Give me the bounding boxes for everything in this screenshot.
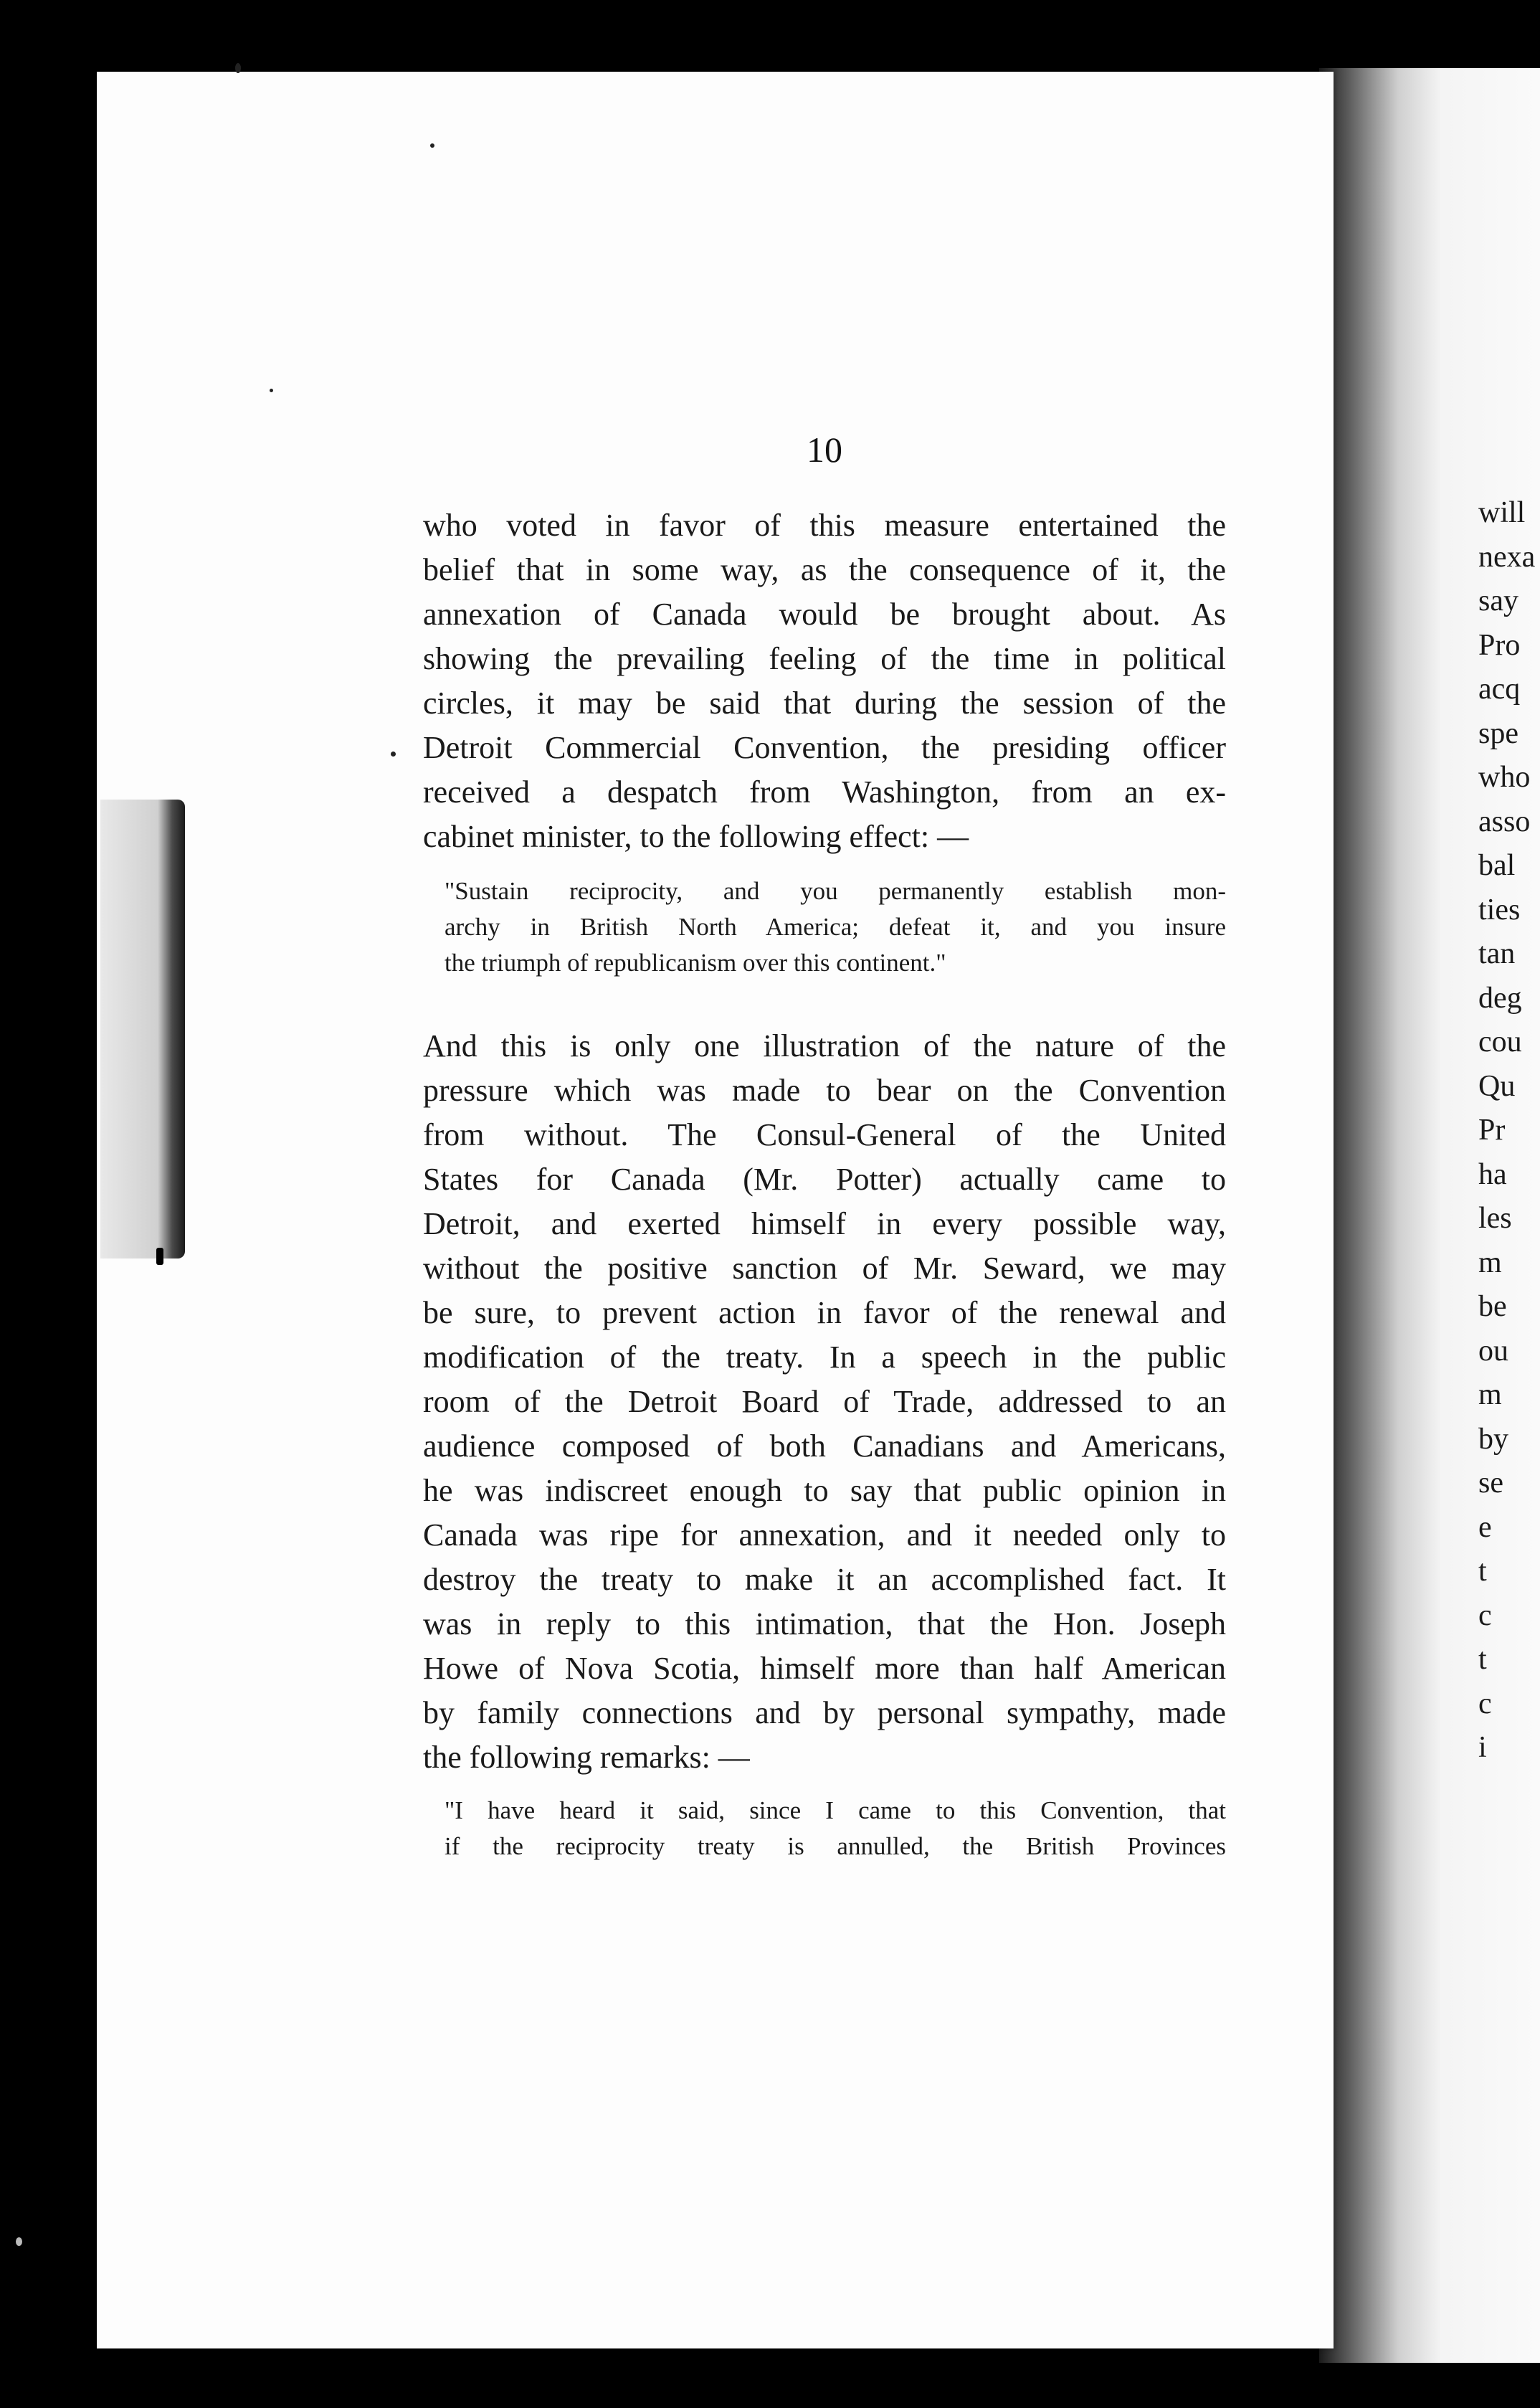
facing-page-fragment: les [1478,1202,1512,1235]
text-line: belief that in some way, as the consequence of it, the [423,552,1226,587]
text-line: Howe of Nova Scotia, himself more than half American [423,1651,1226,1686]
facing-page-text-fragments [1478,491,1540,1771]
text-line: the following remarks: — [423,1740,750,1775]
facing-page-fragment: by [1478,1422,1508,1456]
block-quote-1 [423,873,1226,981]
facing-page-fragment: cou [1478,1025,1522,1058]
text-line: "Sustain reciprocity, and you permanently establish mon- [445,877,1226,905]
facing-page-fragment: i [1478,1731,1487,1764]
facing-page-fragment: Qu [1478,1069,1516,1103]
facing-page-fragment: t [1478,1643,1487,1676]
text-line: by family connections and by personal sympathy, made [423,1695,1226,1730]
facing-page-fragment: bal [1478,849,1516,882]
scan-speck [16,2237,22,2246]
scan-speck [430,143,434,148]
text-line: archy in British North America; defeat it, and you insure [445,913,1226,941]
text-line: And this is only one illustration of the nature of the [423,1028,1226,1063]
text-line: showing the prevailing feeling of the time in political [423,641,1226,676]
text-line: "I have heard it said, since I came to this Convention, that [445,1796,1226,1824]
text-line: who voted in favor of this measure entertained the [423,508,1226,543]
page-binding-tab [100,800,185,1258]
text-line: circles, it may be said that during the session of the [423,686,1226,721]
facing-page-fragment: acq [1478,673,1521,706]
text-line: pressure which was made to bear on the Convention [423,1073,1226,1108]
facing-page-fragment: m [1478,1378,1502,1411]
text-line: without the positive sanction of Mr. Seward, we may [423,1251,1226,1286]
facing-page-fragment: c [1478,1687,1492,1720]
page-number: 10 [807,430,842,470]
paragraph-1 [423,503,1226,859]
facing-page-fragment: asso [1478,805,1531,838]
facing-page-fragment: say [1478,584,1518,617]
facing-page-fragment: nexa [1478,540,1536,574]
facing-page-fragment: be [1478,1290,1507,1323]
text-line: Detroit Commercial Convention, the presiding officer [423,730,1226,765]
scan-speck [391,752,396,757]
text-line: modification of the treaty. In a speech in the public [423,1340,1226,1375]
facing-page-fragment: se [1478,1466,1503,1499]
text-line: destroy the treaty to make it an accomplished fact. It [423,1562,1226,1597]
text-line: he was indiscreet enough to say that public opinion in [423,1473,1226,1508]
text-line: was in reply to this intimation, that the Hon. Joseph [423,1606,1226,1641]
text-line: States for Canada (Mr. Potter) actually came to [423,1162,1226,1197]
text-line: audience composed of both Canadians and Americans, [423,1428,1226,1464]
text-line: be sure, to prevent action in favor of the renewal and [423,1295,1226,1330]
text-line: if the reciprocity treaty is annulled, the British Provinces [445,1832,1226,1860]
facing-page-fragment: e [1478,1510,1492,1544]
paragraph-2 [423,1024,1226,1780]
facing-page-fragment: tan [1478,937,1516,970]
facing-page-fragment: m [1478,1246,1502,1279]
text-line: received a despatch from Washington, from an ex- [423,774,1226,810]
text-line: annexation of Canada would be brought about. As [423,597,1226,632]
block-quote-2 [423,1793,1226,1864]
facing-page-fragment: ties [1478,893,1521,926]
text-line: room of the Detroit Board of Trade, addressed to an [423,1384,1226,1419]
facing-page-fragment: t [1478,1555,1487,1588]
text-line: Detroit, and exerted himself in every possible way, [423,1206,1226,1241]
text-line: Canada was ripe for annexation, and it needed only to [423,1517,1226,1553]
scan-speck [270,389,273,392]
facing-page-fragment: c [1478,1598,1492,1632]
facing-page-fragment: Pr [1478,1114,1506,1147]
text-line: cabinet minister, to the following effect: — [423,819,969,854]
facing-page-fragment: Pro [1478,628,1521,662]
facing-page-fragment: will [1478,496,1526,529]
text-line: from without. The Consul-General of the United [423,1117,1226,1152]
scan-speck [235,63,241,73]
facing-page-fragment: deg [1478,981,1522,1015]
facing-page-fragment: spe [1478,716,1518,750]
facing-page-fragment: who [1478,761,1531,794]
tab-mark [156,1248,163,1265]
facing-page-fragment: ou [1478,1334,1508,1367]
text-line: the triumph of republicanism over this continent." [445,949,946,977]
facing-page-fragment: ha [1478,1157,1507,1191]
